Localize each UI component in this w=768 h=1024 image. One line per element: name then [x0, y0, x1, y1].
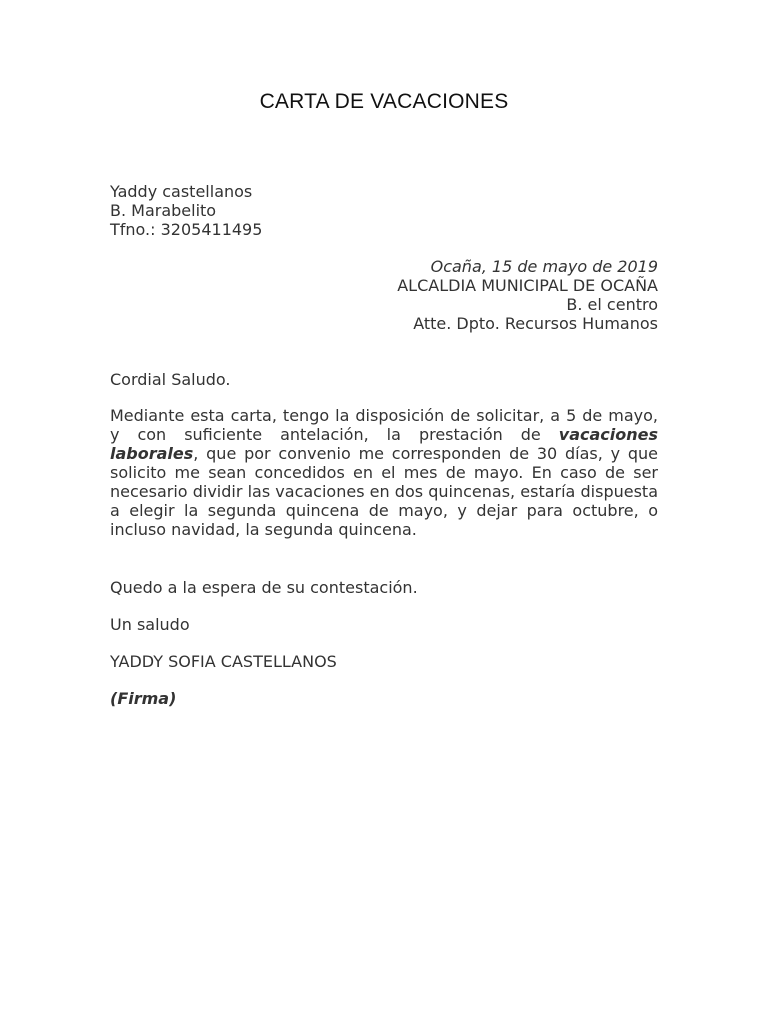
body-text-part1: Mediante esta carta, tengo la disposición de solicitar, a 5 de mayo, y con suficiente antelación, la prestación de — [110, 406, 658, 444]
recipient-attention: Atte. Dpto. Recursos Humanos — [413, 314, 658, 333]
closing-wait: Quedo a la espera de su contestación. — [110, 578, 418, 597]
sender-phone: Tfno.: 3205411495 — [110, 220, 263, 239]
greeting: Cordial Saludo. — [110, 370, 231, 389]
letter-title: CARTA DE VACACIONES — [259, 90, 509, 113]
closing-salute: Un saludo — [110, 615, 190, 634]
body-paragraph — [110, 406, 658, 539]
letter-date: Ocaña, 15 de mayo de 2019 — [430, 257, 658, 276]
signature-name: YADDY SOFIA CASTELLANOS — [110, 652, 337, 671]
recipient-organization: ALCALDIA MUNICIPAL DE OCAÑA — [397, 276, 658, 295]
sender-address: B. Marabelito — [110, 201, 217, 220]
body-text-part2: , que por convenio me corresponden de 30 días, y que solicito me sean concedidos en el mes de mayo. En caso de ser necesario dividir las vacaciones en dos quincenas, estaría dispuesta a elegir la segunda quincena de mayo, y dejar para octubre, o incluso navidad, la segunda quincena. — [110, 444, 658, 539]
recipient-block — [397, 257, 658, 333]
sender-name: Yaddy castellanos — [110, 182, 253, 201]
recipient-address: B. el centro — [566, 295, 658, 314]
signature-mark: (Firma) — [110, 689, 177, 708]
body-emphasis: vacaciones laborales — [110, 425, 658, 463]
sender-block — [110, 182, 262, 239]
